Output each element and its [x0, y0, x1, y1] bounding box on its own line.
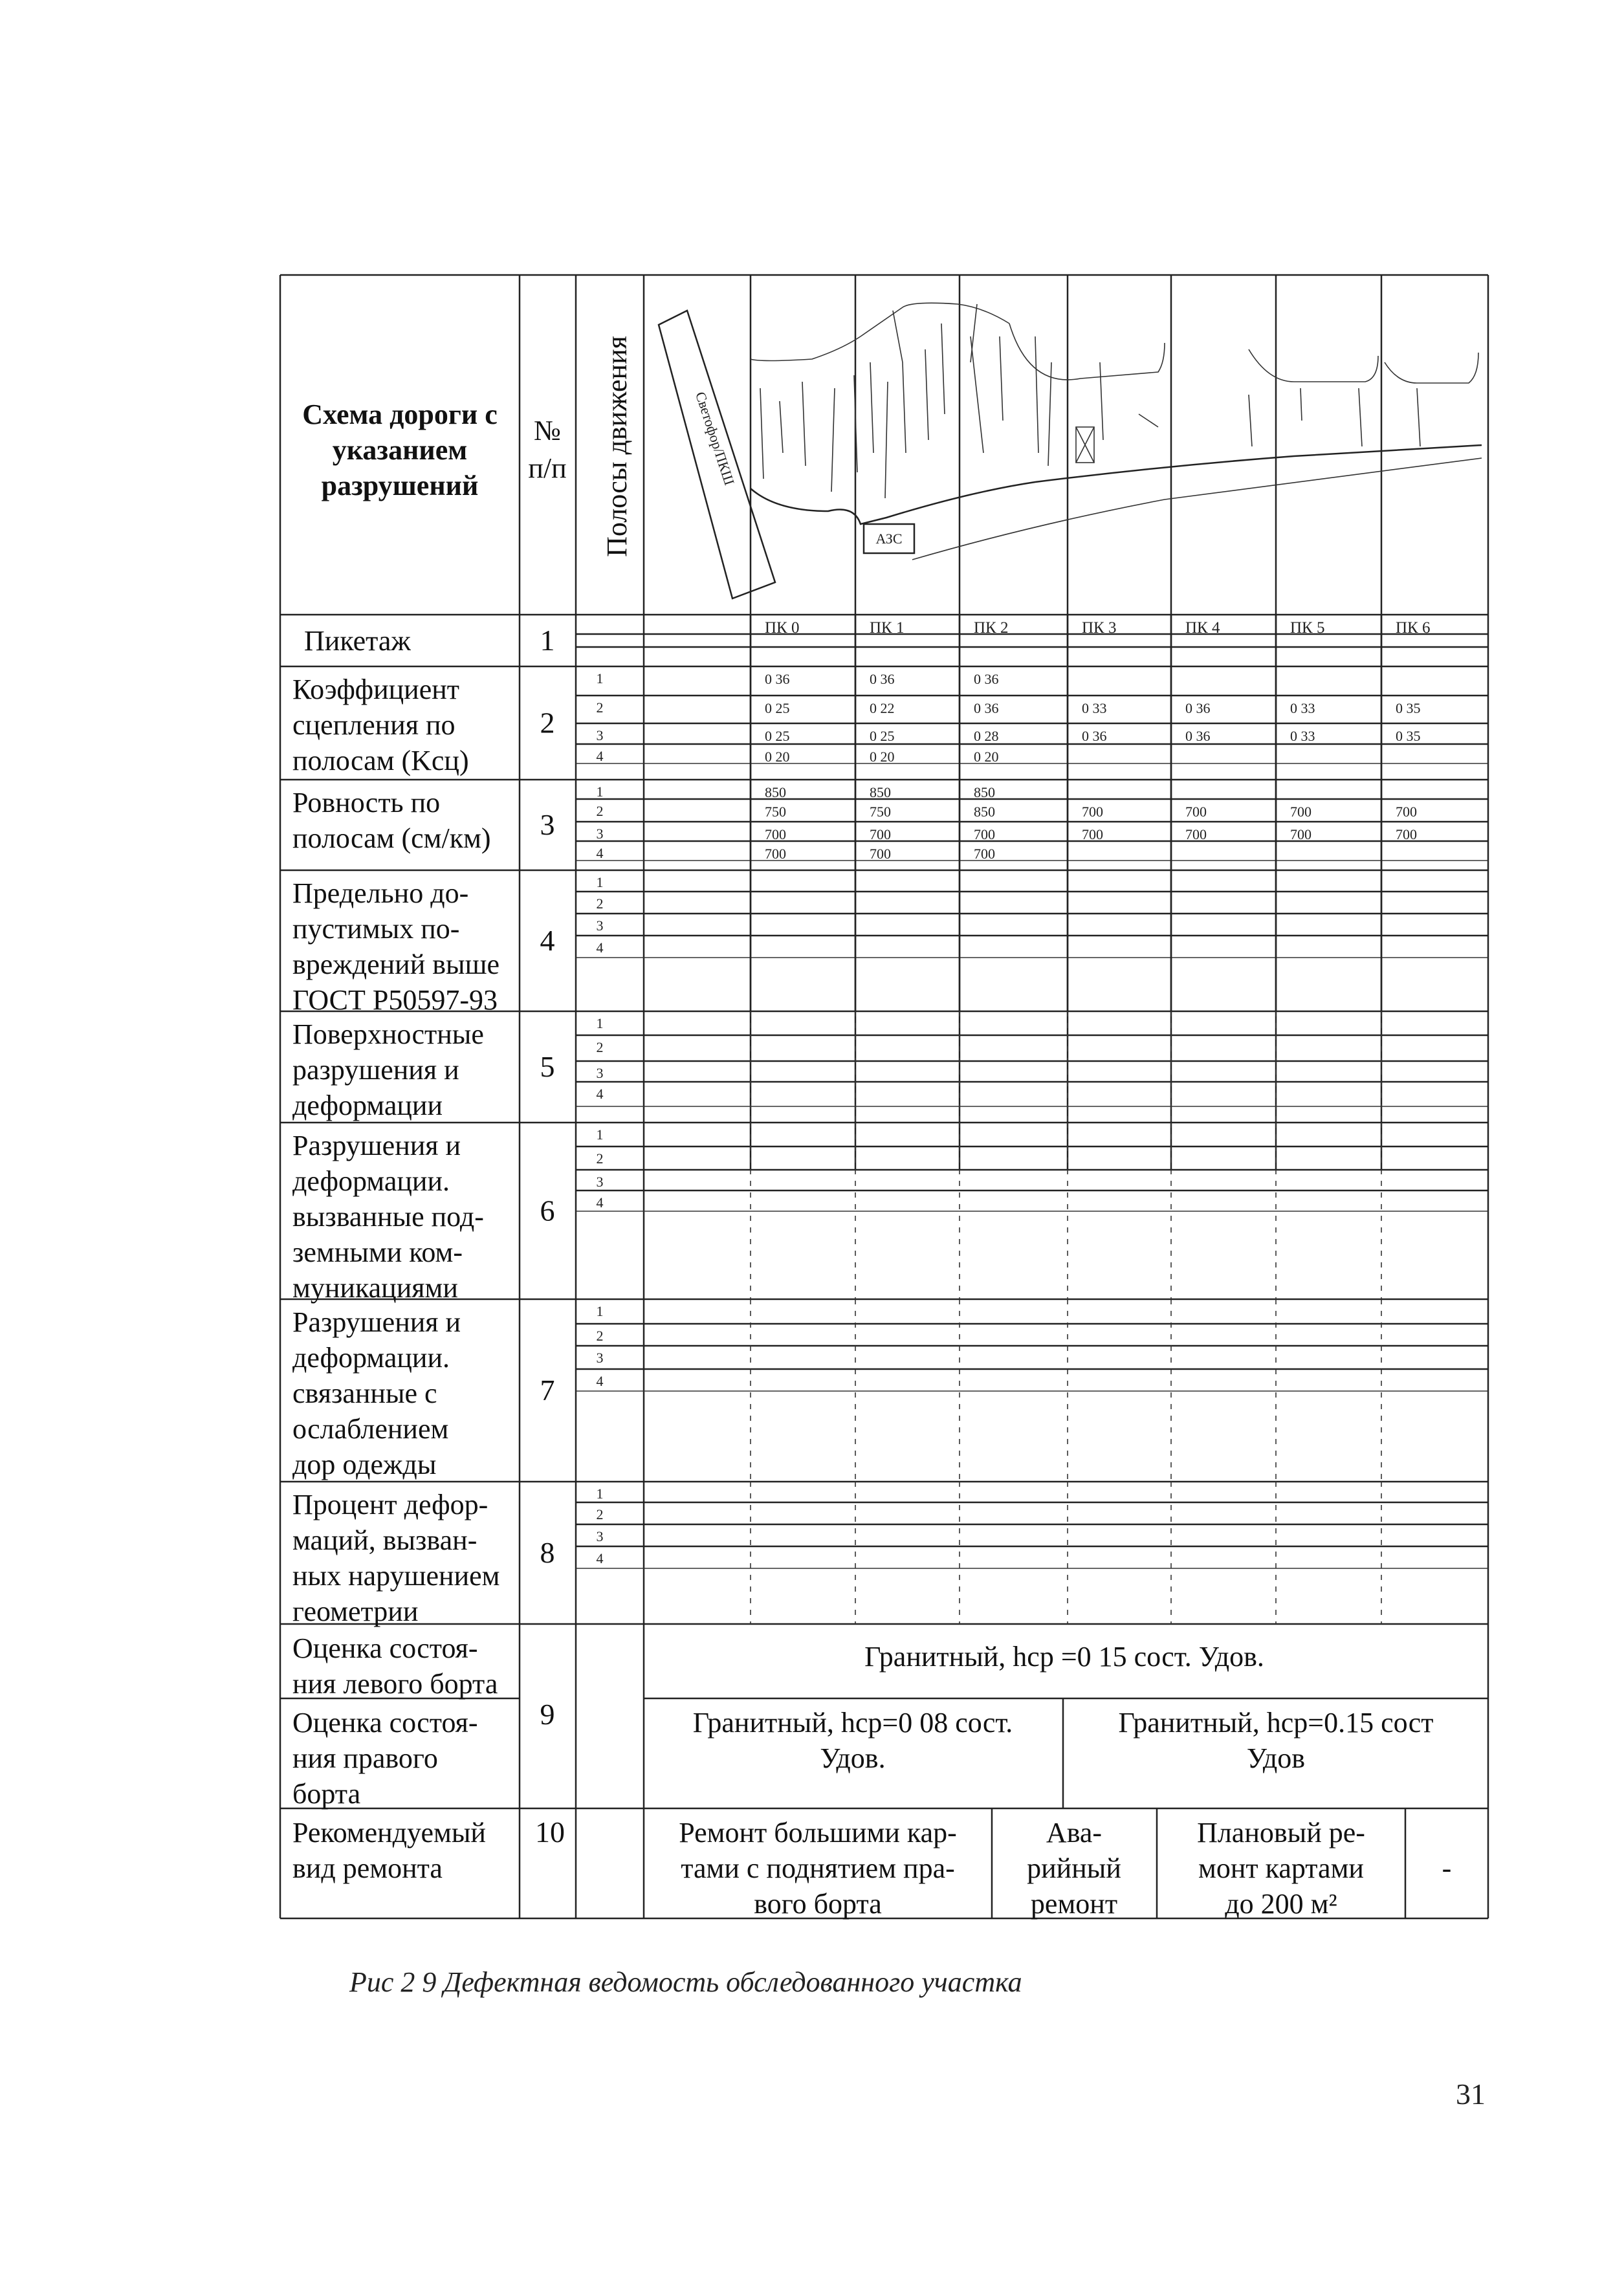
map-crack-mark: [1417, 388, 1420, 446]
lane-number: 1: [596, 1486, 604, 1502]
map-label-gas-station: АЗС: [875, 531, 903, 547]
row10-cell: рийный: [1027, 1852, 1121, 1884]
map-crack-mark: [885, 382, 888, 498]
row10-cell: ремонт: [1030, 1888, 1118, 1920]
lane-number: 1: [596, 1303, 604, 1319]
pk-label: ПК 2: [974, 619, 1009, 637]
pk-label: ПК 5: [1290, 619, 1325, 637]
map-crack-mark: [1300, 388, 1302, 421]
row10-cell: Ремонт большими кар-: [679, 1817, 957, 1849]
lane-number: 4: [596, 939, 604, 956]
cell-value: 700: [1185, 804, 1207, 820]
cell-value: 750: [870, 804, 891, 820]
row10-cell: вого борта: [754, 1888, 882, 1920]
row9-left-label: Оценка состоя-: [292, 1632, 478, 1664]
row-number: 3: [540, 808, 555, 841]
cell-value: 0 36: [1185, 728, 1211, 744]
cell-value: 0 28: [974, 728, 999, 744]
row-label: Предельно до-: [292, 877, 469, 909]
lane-number: 2: [596, 1328, 604, 1344]
cell-value: 0 36: [1185, 700, 1211, 716]
row-label: ослаблением: [292, 1413, 449, 1445]
row-number: 5: [540, 1050, 555, 1083]
figure-caption: Рис 2 9 Дефектная ведомость обследованного участка: [349, 1966, 1022, 1998]
map-crack-mark: [760, 388, 763, 479]
row10-cell: монт картами: [1198, 1852, 1364, 1884]
map-label-building: Светофор/ПКШ: [692, 389, 738, 487]
header-number-title: п/п: [528, 452, 567, 484]
lane-number: 3: [596, 1174, 604, 1190]
row9-left-value: Гранитный, hср =0 15 сост. Удов.: [864, 1641, 1264, 1673]
pk-label: ПК 6: [1396, 619, 1431, 637]
row-label: маций, вызван-: [292, 1524, 477, 1556]
row-label: Ровность по: [292, 787, 441, 818]
row-label: Пикетаж: [304, 625, 411, 657]
table-texts: [292, 336, 1451, 1920]
row9-right-label: борта: [292, 1778, 361, 1810]
row-label: деформации: [292, 1090, 443, 1121]
cell-value: 0 20: [974, 749, 999, 765]
cell-value: 850: [870, 784, 891, 800]
road-edge-top: [1009, 324, 1165, 380]
map-crack-mark: [1048, 362, 1051, 466]
map-crack-mark: [1139, 414, 1158, 427]
row-label: Процент дефор-: [292, 1489, 488, 1520]
cell-value: 0 33: [1082, 700, 1107, 716]
row-label: разрушения и: [292, 1054, 459, 1086]
lane-number: 3: [596, 1528, 604, 1544]
cell-value: 0 36: [765, 671, 790, 687]
lane-number: 1: [596, 784, 604, 800]
map-crack-mark: [870, 362, 873, 453]
map-crack-mark: [941, 324, 945, 414]
cell-value: 700: [1290, 804, 1311, 820]
map-crack-mark: [831, 388, 835, 492]
map-crack-mark: [1359, 388, 1362, 446]
row-label: вреждений выше: [292, 949, 500, 980]
row-label: Разрушения и: [292, 1130, 461, 1161]
cell-value: 850: [974, 784, 995, 800]
row10-cell: Ава-: [1046, 1817, 1103, 1849]
map-crack-mark: [780, 401, 783, 453]
cell-value: 0 25: [765, 700, 790, 716]
map-crack-mark: [971, 304, 977, 362]
cell-value: 700: [765, 846, 786, 862]
cell-value: 700: [870, 826, 891, 842]
lane-number: 2: [596, 1150, 604, 1167]
lane-number: 1: [596, 670, 604, 686]
lane-number: 2: [596, 1039, 604, 1055]
pk-label: ПК 3: [1082, 619, 1117, 637]
cell-value: 0 35: [1396, 728, 1421, 744]
pk-label: ПК 4: [1185, 619, 1220, 637]
road-edge-top: [1249, 349, 1378, 382]
cell-value: 700: [1396, 826, 1417, 842]
lane-number: 4: [596, 1086, 604, 1102]
cell-value: 0 25: [870, 728, 895, 744]
cell-value: 700: [1082, 804, 1103, 820]
map-crack-mark: [971, 336, 983, 453]
header-scheme-title: Схема дороги с: [302, 399, 498, 430]
lane-number: 2: [596, 803, 604, 819]
row-number: 4: [540, 924, 555, 957]
cell-value: 0 36: [870, 671, 895, 687]
row-number: 7: [540, 1374, 555, 1407]
cell-value: 0 20: [870, 749, 895, 765]
row-number: 1: [540, 624, 555, 657]
row9-number: 9: [540, 1698, 555, 1731]
page-number: 31: [1456, 2078, 1486, 2111]
cell-value: 0 36: [974, 700, 999, 716]
map-crack-mark: [925, 349, 928, 440]
row-number: 8: [540, 1536, 555, 1569]
cell-value: 700: [1396, 804, 1417, 820]
row-number: 6: [540, 1194, 555, 1227]
map-crack-mark: [1100, 362, 1103, 440]
lane-number: 3: [596, 1350, 604, 1366]
cell-value: 0 33: [1290, 700, 1315, 716]
cell-value: 700: [974, 826, 995, 842]
header-scheme-title: разрушений: [321, 470, 479, 501]
cell-value: 0 25: [765, 728, 790, 744]
map-crack-mark: [802, 382, 806, 466]
row-label: деформации.: [292, 1165, 450, 1197]
row9-right-label: Оценка состоя-: [292, 1707, 478, 1739]
row-label: сцепления по: [292, 709, 455, 741]
row9-right-value-a: Гранитный, hср=0 08 сост.: [692, 1707, 1013, 1739]
lane-number: 2: [596, 699, 604, 716]
map-crack-mark: [1249, 395, 1252, 446]
cell-value: 700: [1082, 826, 1103, 842]
map-crack-mark: [893, 311, 903, 362]
cell-value: 0 35: [1396, 700, 1421, 716]
row-label: муникациями: [292, 1272, 458, 1304]
row9-right-value-b: Удов: [1246, 1742, 1306, 1774]
cell-value: 700: [870, 846, 891, 862]
row10-label: вид ремонта: [292, 1852, 443, 1884]
header-scheme-title: указанием: [332, 434, 468, 466]
road-edge-top: [1385, 353, 1478, 383]
lane-number: 4: [596, 1550, 604, 1566]
map-crack-mark: [1000, 336, 1003, 421]
lane-number: 1: [596, 874, 604, 890]
lane-number: 2: [596, 1506, 604, 1522]
row-label: ГОСТ Р50597-93: [292, 984, 498, 1016]
row9-right-value-a: Удов.: [820, 1742, 886, 1774]
lane-number: 4: [596, 845, 604, 861]
row-label: Коэффициент: [292, 674, 460, 705]
row10-cell: -: [1442, 1852, 1452, 1884]
pk-label: ПК 1: [870, 619, 905, 637]
row-label: геометрии: [292, 1596, 419, 1627]
cell-value: 0 36: [974, 671, 999, 687]
row-number: 2: [540, 706, 555, 740]
row-label: пустимых по-: [292, 913, 460, 945]
road-scheme-map: [659, 303, 1482, 598]
lane-number: 4: [596, 748, 604, 764]
lane-number: 3: [596, 826, 604, 842]
row-label: земными ком-: [292, 1236, 463, 1268]
map-crack-mark: [1035, 336, 1038, 453]
road-edge-top: [861, 303, 1009, 336]
header-lanes-title: Полосы движения: [601, 336, 633, 557]
cell-value: 0 22: [870, 700, 895, 716]
row10-cell: до 200 м²: [1225, 1888, 1337, 1920]
road-edge-top: [751, 336, 861, 361]
cell-value: 0 33: [1290, 728, 1315, 744]
row-label: Поверхностные: [292, 1018, 484, 1050]
row10-number: 10: [535, 1816, 565, 1849]
row-label: связанные с: [292, 1377, 437, 1409]
road-edge-lower: [912, 458, 1482, 560]
lane-number: 3: [596, 1065, 604, 1081]
cell-value: 0 20: [765, 749, 790, 765]
row10-cell: Плановый ре-: [1197, 1817, 1365, 1849]
lane-number: 1: [596, 1015, 604, 1031]
header-number-title: №: [534, 415, 561, 446]
row9-right-label: ния правого: [292, 1742, 438, 1774]
row-label: вызванные под-: [292, 1201, 484, 1233]
row-label: полосам (Kсц): [292, 745, 469, 776]
cell-value: 700: [974, 846, 995, 862]
row-label: Разрушения и: [292, 1306, 461, 1338]
row9-right-value-b: Гранитный, hср=0.15 сост: [1118, 1707, 1434, 1739]
row-label: ных нарушением: [292, 1560, 500, 1592]
row-label: дор одежды: [292, 1449, 437, 1480]
row9-left-label: ния левого борта: [292, 1668, 498, 1700]
lane-number: 3: [596, 917, 604, 934]
cell-value: 850: [765, 784, 786, 800]
row-label: деформации.: [292, 1342, 450, 1374]
lane-number: 1: [596, 1126, 604, 1143]
cell-value: 850: [974, 804, 995, 820]
cell-value: 700: [765, 826, 786, 842]
lane-number: 2: [596, 895, 604, 912]
cell-value: 700: [1185, 826, 1207, 842]
cell-value: 750: [765, 804, 786, 820]
row-label: полосам (см/км): [292, 822, 491, 854]
map-crack-mark: [903, 362, 906, 453]
cell-value: 0 36: [1082, 728, 1107, 744]
row10-cell: тами с поднятием пра-: [681, 1852, 955, 1884]
cell-value: 700: [1290, 826, 1311, 842]
road-edge-bottom: [751, 445, 1482, 524]
lane-number: 3: [596, 727, 604, 743]
pk-label: ПК 0: [765, 619, 800, 637]
lane-number: 4: [596, 1373, 604, 1389]
lane-number: 4: [596, 1194, 604, 1211]
row10-label: Рекомендуемый: [292, 1817, 486, 1849]
